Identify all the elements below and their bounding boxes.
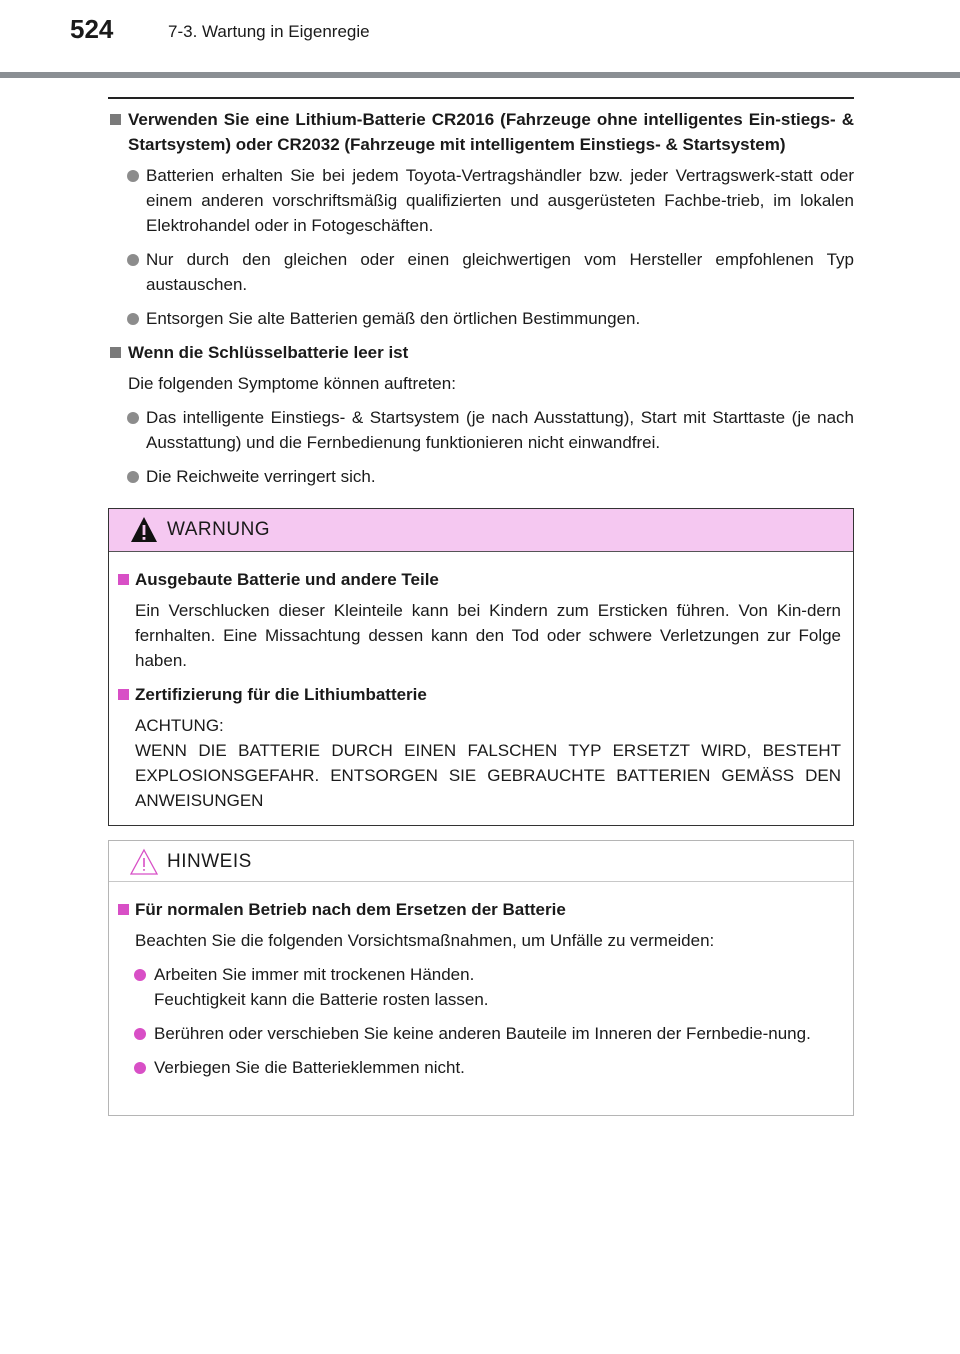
warning-header bbox=[109, 509, 853, 552]
warning-box bbox=[108, 508, 854, 826]
circle-bullet-icon bbox=[127, 313, 139, 325]
notice-header bbox=[109, 841, 853, 882]
square-bullet-icon bbox=[118, 574, 129, 585]
circle-bullet-icon bbox=[127, 170, 139, 182]
list-item: Entsorgen Sie alte Batterien gemäß den örtlichen Bestimmungen. bbox=[108, 306, 854, 331]
notice-title: HINWEIS bbox=[167, 851, 252, 872]
list-item: Das intelligente Einstiegs- & Startsystem (je nach Ausstattung), Start mit Starttaste (je nach Ausstattung) und die Fernbedienung funktionieren nicht einwandfrei. bbox=[108, 405, 854, 455]
section-heading: Wenn die Schlüsselbatterie leer ist bbox=[108, 340, 854, 365]
section-heading: Verwenden Sie eine Lithium-Batterie CR2016 (Fahrzeuge ohne intelligentes Ein-stiegs- & Startsystem) oder CR2032 (Fahrzeuge mit intelligentem Einstiegs- & Startsystem) bbox=[108, 107, 854, 157]
page-header bbox=[0, 0, 960, 78]
circle-bullet-icon bbox=[127, 412, 139, 424]
circle-bullet-icon bbox=[127, 471, 139, 483]
list-item: Die Reichweite verringert sich. bbox=[108, 464, 854, 489]
section-title: 7-3. Wartung in Eigenregie bbox=[168, 22, 370, 41]
square-bullet-icon bbox=[118, 689, 129, 700]
warning-item-text: ACHTUNG: bbox=[135, 716, 224, 735]
warning-triangle-icon bbox=[129, 515, 159, 545]
notice-box bbox=[108, 840, 854, 1116]
section-intro: Die folgenden Symptome können auftreten: bbox=[128, 374, 456, 393]
circle-bullet-icon bbox=[127, 254, 139, 266]
warning-item-heading: Zertifizierung für die Lithiumbatterie bbox=[114, 682, 841, 707]
square-bullet-icon bbox=[110, 114, 121, 125]
warning-item-text: Ein Verschlucken dieser Kleinteile kann bei Kindern zum Ersticken führen. Von Kin-dern fernhalten. Eine Missachtung dessen kann den Tod oder schwere Verletzungen zur Folge haben. bbox=[135, 601, 841, 670]
page-number: 524 bbox=[70, 14, 114, 44]
header-rule bbox=[0, 72, 960, 78]
warning-title: WARNUNG bbox=[167, 519, 271, 540]
list-item: Nur durch den gleichen oder einen gleichwertigen vom Hersteller empfohlenen Typ austauschen. bbox=[108, 247, 854, 297]
content-divider bbox=[108, 97, 854, 99]
notice-intro: Beachten Sie die folgenden Vorsichtsmaßnahmen, um Unfälle zu vermeiden: bbox=[135, 931, 715, 950]
warning-item-heading: Ausgebaute Batterie und andere Teile bbox=[114, 567, 841, 592]
list-item: Batterien erhalten Sie bei jedem Toyota-Vertragshändler bzw. jeder Vertragswerk-statt oder einem anderen vorschriftsmäßig qualifizierten und ausgerüsteten Fachbe-trieb, im lokalen Elektrohandel oder in Fotogeschäften. bbox=[108, 163, 854, 238]
square-bullet-icon bbox=[110, 347, 121, 358]
circle-bullet-icon bbox=[134, 969, 146, 981]
square-bullet-icon bbox=[118, 904, 129, 915]
list-item: Berühren oder verschieben Sie keine anderen Bauteile im Inneren der Fernbedie-nung. bbox=[114, 1021, 841, 1046]
list-item: Verbiegen Sie die Batterieklemmen nicht. bbox=[114, 1055, 841, 1080]
notice-body bbox=[114, 897, 841, 1089]
main-content bbox=[108, 107, 854, 498]
warning-body bbox=[114, 567, 841, 822]
warning-item-text: WENN DIE BATTERIE DURCH EINEN FALSCHEN TYP ERSETZT WIRD, BESTEHT EXPLOSIONSGEFAHR. ENTSORGEN SIE GEBRAUCHTE BATTERIEN GEMÄSS DEN ANWEISUNGEN bbox=[135, 741, 841, 810]
notice-heading: Für normalen Betrieb nach dem Ersetzen der Batterie bbox=[114, 897, 841, 922]
circle-bullet-icon bbox=[134, 1062, 146, 1074]
circle-bullet-icon bbox=[134, 1028, 146, 1040]
caution-triangle-outline-icon bbox=[129, 847, 159, 877]
list-item: Arbeiten Sie immer mit trockenen Händen. Feuchtigkeit kann die Batterie rosten lassen. bbox=[114, 962, 841, 1012]
